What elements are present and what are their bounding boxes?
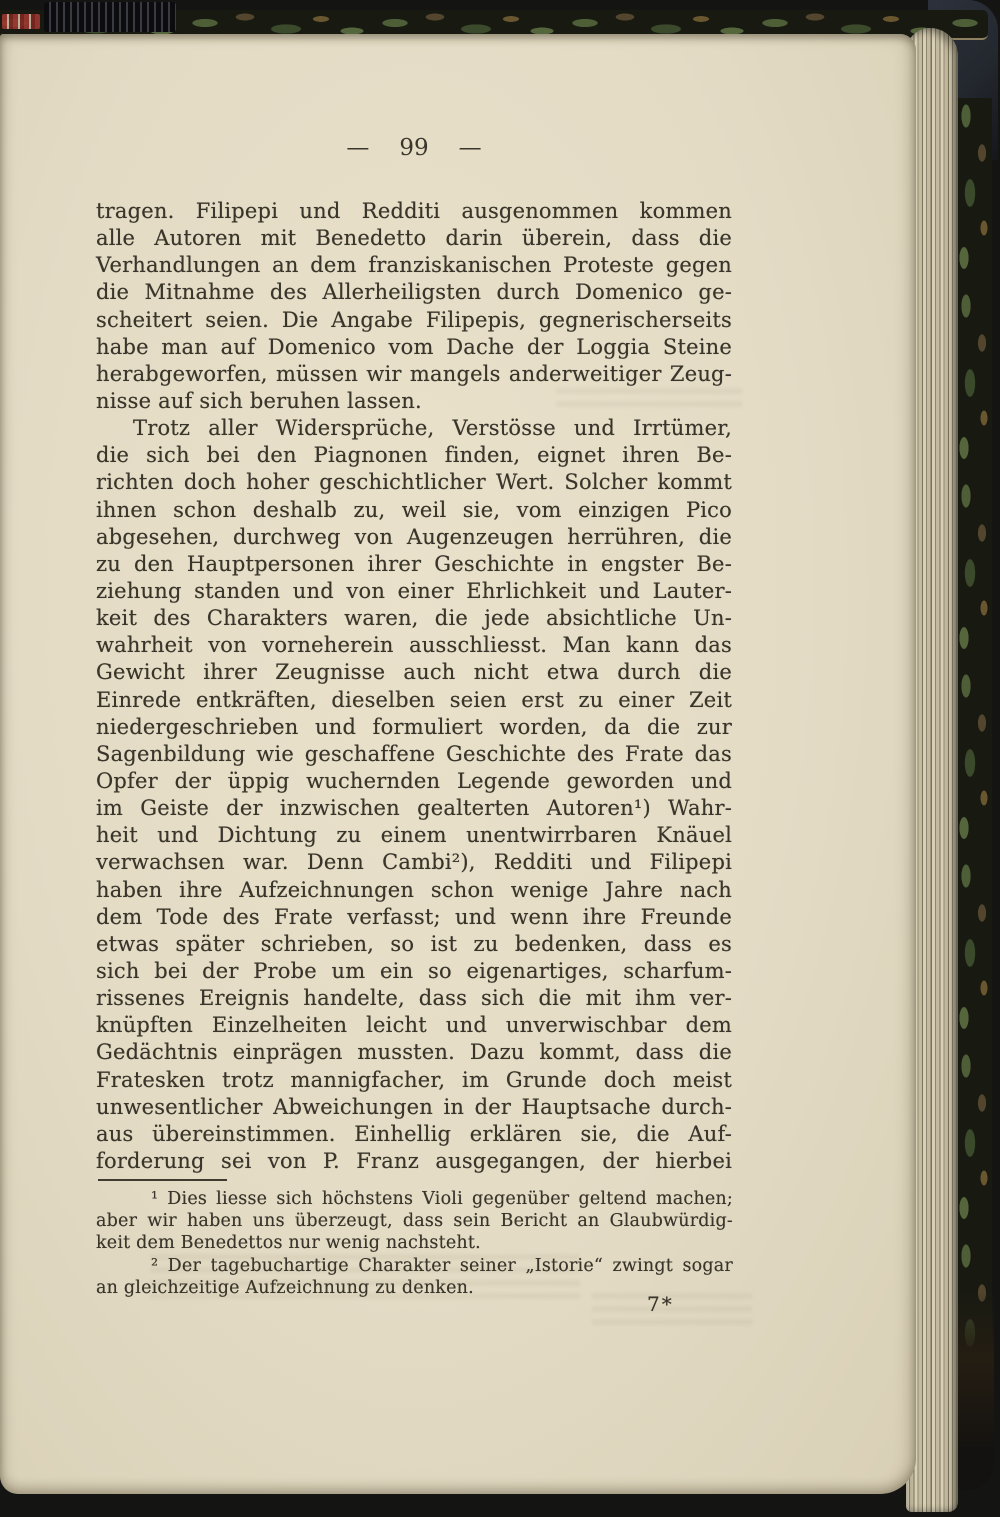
text-line: im Geiste der inzwischen gealterten Autoren¹) Wahr- xyxy=(96,796,732,821)
footnote-line: keit dem Benedettos nur wenig nachsteht. xyxy=(96,1233,481,1254)
text-line: verwachsen war. Denn Cambi²), Redditi und Filipepi xyxy=(96,850,732,875)
text-line: dem Tode des Frate verfasst; und wenn ihre Freunde xyxy=(96,904,732,929)
text-line: unwesentlicher Abweichungen in der Hauptsache durch- xyxy=(96,1094,732,1119)
text-line: Gedächtnis einprägen mussten. Dazu kommt, dass die xyxy=(96,1040,732,1065)
footnote-separator xyxy=(98,1179,227,1181)
text-line: herabgeworfen, müssen wir mangels anderweitiger Zeug- xyxy=(96,361,732,386)
text-line: nisse auf sich beruhen lassen. xyxy=(96,388,422,413)
text-line: ihnen schon deshalb zu, weil sie, vom einzigen Pico xyxy=(96,497,732,522)
red-binding-tag xyxy=(2,14,40,29)
text-line: Opfer der üppig wuchernden Legende geworden und xyxy=(96,768,732,793)
text-line: keit des Charakters waren, die jede absichtliche Un- xyxy=(96,606,732,631)
text-line: etwas später schrieben, so ist zu bedenken, dass es xyxy=(96,931,732,956)
footnotes xyxy=(96,1188,733,1299)
text-line: Verhandlungen an dem franziskanischen Proteste gegen xyxy=(96,253,732,278)
book-headband xyxy=(44,2,176,32)
text-line: Sagenbildung wie geschaffene Geschichte des Frate das xyxy=(96,741,732,766)
footnote-line: aber wir haben uns überzeugt, dass sein Bericht an Glaubwürdig- xyxy=(96,1211,733,1232)
text-line: rissenes Ereignis handelte, dass sich die mit ihm ver- xyxy=(96,986,732,1011)
text-line: abgesehen, durchweg von Augenzeugen herrühren, die xyxy=(96,524,732,549)
text-line: richten doch hoher geschichtlicher Wert. Solcher kommt xyxy=(96,470,732,495)
text-line: Gewicht ihrer Zeugnisse auch nicht etwa durch die xyxy=(96,660,732,685)
text-line: die sich bei den Piagnonen finden, eignet ihren Be- xyxy=(96,443,732,468)
text-line: haben ihre Aufzeichnungen schon wenige Jahre nach xyxy=(96,877,732,902)
page-number: 99 xyxy=(399,135,429,161)
text-line: zu den Hauptpersonen ihrer Geschichte in engster Be- xyxy=(96,551,732,576)
text-line: ziehung standen und von einer Ehrlichkeit und Lauter- xyxy=(96,578,732,603)
text-line: Fratesken trotz mannigfacher, im Grunde doch meist xyxy=(96,1067,732,1092)
footnote-line: ¹ Dies liesse sich höchstens Violi gegenüber geltend machen; xyxy=(151,1189,733,1209)
body-text xyxy=(96,198,732,1175)
text-line: knüpften Einzelheiten leicht und unverwischbar dem xyxy=(96,1013,732,1038)
text-line: tragen. Filipepi und Redditi ausgenommen kommen xyxy=(96,199,732,223)
header-dash-left: — xyxy=(346,135,370,161)
text-line: habe man auf Domenico vom Dache der Loggia Steine xyxy=(96,334,732,359)
text-line: forderung sei von P. Franz ausgegangen, der hierbei xyxy=(96,1148,732,1173)
text-line: wahrheit von vorneherein ausschliesst. Man kann das xyxy=(96,633,732,658)
text-line: Trotz aller Widersprüche, Verstösse und Irrtümer, xyxy=(133,416,732,441)
text-line: heit und Dichtung zu einem unentwirrbaren Knäuel xyxy=(96,823,732,848)
text-line: niedergeschrieben und formuliert worden, da die zur xyxy=(96,714,732,739)
marbled-cover-right xyxy=(954,98,992,1368)
text-line: aus übereinstimmen. Einhellig erklären sie, die Auf- xyxy=(96,1121,732,1146)
text-line: die Mitnahme des Allerheiligsten durch Domenico ge- xyxy=(96,280,732,305)
signature-mark: 7* xyxy=(647,1292,674,1316)
footnote-line: an gleichzeitige Aufzeichnung zu denken. xyxy=(96,1277,474,1298)
header-dash-right: — xyxy=(458,135,482,161)
footnote-line: ² Der tagebuchartige Charakter seiner „Istorie“ zwingt sogar xyxy=(151,1255,733,1276)
text-line: scheitert seien. Die Angabe Filipepis, gegnerischerseits xyxy=(96,307,732,332)
page-number-header xyxy=(96,133,732,163)
text-line: Einrede entkräften, dieselben seien erst zu einer Zeit xyxy=(96,687,732,712)
text-line: alle Autoren mit Benedetto darin überein, dass die xyxy=(96,226,732,251)
text-line: sich bei der Probe um ein so eigenartiges, scharfum- xyxy=(96,958,732,983)
